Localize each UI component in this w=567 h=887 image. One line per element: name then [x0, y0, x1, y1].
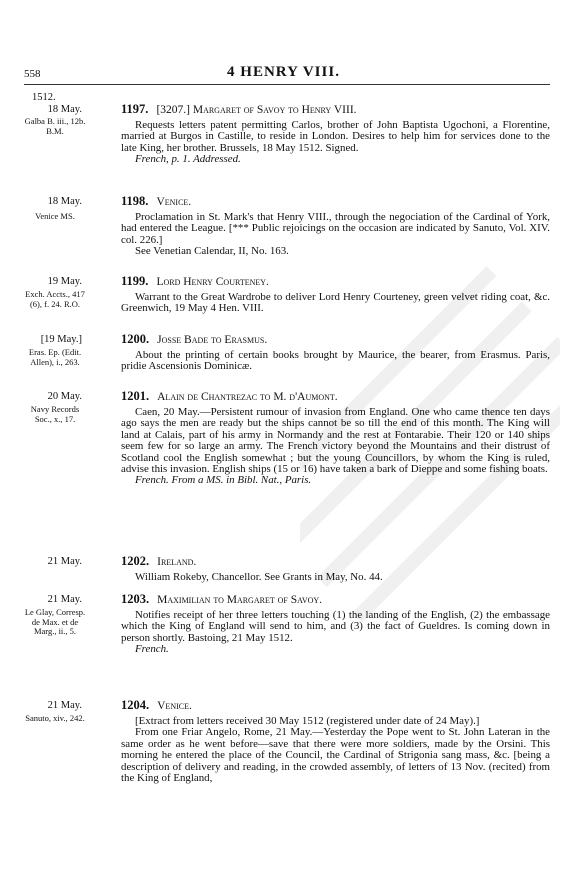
entry-date: 18 May.: [47, 104, 82, 115]
page-number: 558: [24, 68, 41, 80]
entry-body: [121, 212, 550, 258]
entry-heading: [121, 592, 322, 607]
entry-title: Venice.: [157, 700, 192, 712]
entry-source: Le Glay, Corresp. de Max. et de Marg., ii., 5.: [24, 607, 86, 637]
running-head: 4 HENRY VIII.: [227, 64, 340, 80]
entry-title: Alain de Chantrezac to M. d'Aumont.: [157, 391, 338, 403]
entry-title: Lord Henry Courteney.: [156, 276, 269, 288]
entry-text: William Rokeby, Chancellor. See Grants in May, No. 44.: [135, 571, 383, 583]
entry-heading: [121, 274, 269, 289]
entry-heading: [121, 194, 191, 209]
entry-heading: [121, 102, 357, 117]
entry-source: Venice MS.: [35, 211, 75, 221]
entry-body: [121, 292, 550, 315]
entry-text: About the printing of certain books brought by Maurice, the bearer, from Erasmus. Paris, pridie Ascensionis Dominicæ.: [121, 349, 550, 373]
entry-title: Maximilian to Margaret of Savoy.: [157, 594, 323, 606]
entry-number: 1204.: [121, 698, 150, 712]
entry-number: 1198.: [121, 194, 149, 208]
entry-note: See Venetian Calendar, II, No. 163.: [135, 245, 289, 258]
entry-text-continued: From one Friar Angelo, Rome, 21 May.—Yesterday the Pope went to St. John Lateran in the same order as he went before—save that there were more soldiers, made by the Orsini. This morning he entered the place of the Council, the Cardinal of Strigonia sang mass, &c. [being a description of delivery and reading, in the crowded assembly, of letters of 13 Nov. (recited) from the King of England,: [121, 726, 550, 785]
entry-number: 1201.: [121, 389, 150, 403]
entry-heading: [121, 554, 196, 569]
entry-body: [121, 716, 550, 784]
entry-date: 21 May.: [47, 700, 82, 711]
entry-note: French, p. 1. Addressed.: [135, 153, 241, 166]
entry-text: Warrant to the Great Wardrobe to deliver Lord Henry Courteney, green velvet riding coat, &c. Greenwich, 19 May 4 Hen. VIII.: [121, 291, 550, 315]
entry-heading: [121, 698, 192, 713]
entry-number: 1199.: [121, 274, 149, 288]
entry-date: 21 May.: [47, 556, 82, 567]
entry-note: French. From a MS. in Bibl. Nat., Paris.: [135, 474, 312, 487]
entry-text: Proclamation in St. Mark's that Henry VIII., through the negociation of the Cardinal of York, had entered the League. [*** Public rejoicings on the occasion are indicated by Sanuto, Vol. XIV. col. 226.]: [121, 211, 550, 246]
entry-body: [121, 572, 550, 583]
entry-source: Navy Records Soc., x., 17.: [30, 404, 80, 424]
entry-body: [121, 120, 550, 166]
entry-title: Josse Bade to Erasmus.: [157, 334, 268, 346]
entry-title: Ireland.: [157, 556, 197, 568]
entry-source: Eras. Ep. (Edit. Allen), i., 263.: [28, 347, 82, 367]
entry-heading: [121, 389, 338, 404]
entry-date: 21 May.: [47, 594, 82, 605]
entry-number: 1197.: [121, 102, 149, 116]
entry-number: 1202.: [121, 554, 150, 568]
entry-body: [121, 610, 550, 656]
entry-text: Notifies receipt of her three letters touching (1) the landing of the English, (2) the embassage which the King of England will send to him, and (3) the fact of Gueldres. Is coming down in person shortly. Bastoing, 21 May 1512.: [121, 609, 550, 644]
entry-body: [121, 407, 550, 487]
entry-body: [121, 350, 550, 373]
entry-date: 19 May.: [47, 276, 82, 287]
entry-number: 1203.: [121, 592, 150, 606]
entry-source: Galba B. iii., 12b. B.M.: [24, 116, 86, 136]
entry-text: Requests letters patent permitting Carlos, brother of John Baptista Ugochoni, a Florentine, married at Burgos in Castille, to reside in London. Desires to help him for services done to the late King, her brother. Brussels, 18 May 1512. Signed.: [121, 119, 550, 154]
entry-date: 20 May.: [47, 391, 82, 402]
entry-source: Exch. Accts., 417 (6), f. 24. R.O.: [25, 289, 85, 309]
entry-text: [Extract from letters received 30 May 1512 (registered under date of 24 May).]: [135, 715, 480, 727]
entry-date: 18 May.: [47, 196, 82, 207]
entry-note: French.: [135, 643, 169, 656]
entry-heading: [121, 332, 267, 347]
entry-title: [3207.] Margaret of Savoy to Henry VIII.: [156, 104, 357, 116]
year-marker: 1512.: [32, 92, 56, 103]
entry-date: [19 May.]: [40, 334, 82, 345]
entry-source: Sanuto, xiv., 242.: [25, 713, 85, 723]
entry-number: 1200.: [121, 332, 150, 346]
entry-title: Venice.: [156, 196, 192, 208]
entry-text: Caen, 20 May.—Persistent rumour of invasion from England. One who came thence ten days ago says the men are ready but the ships cannot be so till the end of this month. The King will land at Calais, part of his army in Normandy and the rest at Fontarabie. Their 120 or 140 ships seem few for so large an army. The French victory beyond the Mountains and their distrust of Scotland cool the English somewhat ; but the young Councillors, by whom the King is ruled, advise this invasion. English ships (15 or 16) have taken a bark of Dieppe and some fishing boats.: [121, 406, 550, 476]
header-rule: [24, 84, 550, 85]
